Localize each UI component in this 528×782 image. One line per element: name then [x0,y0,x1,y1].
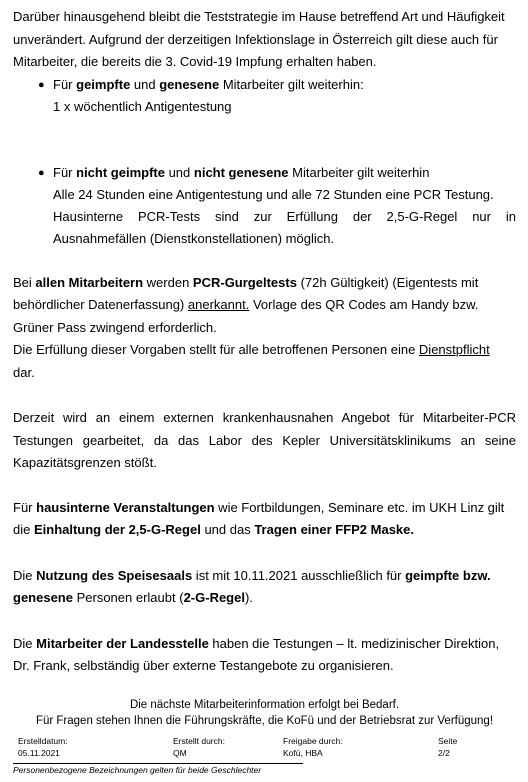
bullet-dot-icon: ● [38,166,45,179]
underlined-text: Dienstpflicht [418,342,490,357]
bold-text: allen Mitarbeitern [35,274,144,290]
bold-text: Mitarbeiter der Landesstelle [36,635,209,651]
bold-text: genesene [13,590,73,605]
text-run: Für [53,164,77,180]
text-run: ). [244,590,253,605]
bold-text: nicht geimpfte [76,164,165,180]
text-run: und das [200,522,255,537]
meta-label-created-by: Erstellt durch: [173,735,225,746]
text-run: (72h Gültigkeit) (Eigentests mit [296,274,479,290]
closing-note [13,697,516,729]
meta-value-page: 2/2 [438,747,450,758]
closing-line: Die nächste Mitarbeiterinformation erfolgt bei Bedarf. [129,698,400,711]
text-run: Für [13,499,37,515]
text-run: behördlicher Datenerfassung) [13,297,188,312]
text-run: Die [13,635,37,651]
bold-text: hausinterne Veranstaltungen [36,499,215,515]
bullet-list [13,74,516,250]
events-paragraph [13,497,516,542]
intro-paragraph [13,6,516,74]
text-run: Die [13,567,37,583]
text-line: Dr. Frank, selbständig über externe Testangebote zu organisieren. [13,658,394,673]
bullet-detail: Ausnahmefällen (Dienstkonstellationen) möglich. [53,230,335,246]
intro-line: Darüber hinausgehend bleibt die Teststrategie im Hause betreffend Art und Häufigkeit [13,9,505,24]
text-run: die [13,522,34,537]
text-run: Personen erlaubt ( [72,590,184,605]
bullet-detail: Alle 24 Stunden eine Antigentestung und alle 72 Stunden eine PCR Testung. [53,186,494,202]
bold-text: genesene [159,76,220,92]
bold-text: Nutzung des Speisesaals [36,567,193,583]
bullet-item-unvaccinated [13,162,516,250]
text-line: dar. [13,364,35,380]
text-run: wie Fortbildungen, Seminare etc. im UKH Linz gilt [214,499,505,515]
bullet-detail: Hausinterne PCR-Tests sind zur Erfüllung der 2,5-G-Regel nur in [53,208,516,224]
text-run: und [164,164,194,180]
text-line: Kapazitätsgrenzen stößt. [13,455,157,470]
bullet-dot-icon: ● [38,78,45,91]
text-run: Mitarbeiter gilt weiterhin: [219,76,364,92]
bold-text: geimpfte [76,76,131,92]
underlined-text: anerkannt. [187,297,250,312]
text-run: Mitarbeiter gilt weiterhin [288,164,430,180]
text-line: Grüner Pass zwingend erforderlich. [13,319,217,335]
text-run: werden [143,274,193,290]
meta-label-created-date: Erstelldatum: [18,735,68,746]
document-meta [13,735,516,759]
bold-text: PCR-Gurgeltests [192,274,297,290]
closing-line: Für Fragen stehen Ihnen die Führungskräfte, die KoFü und der Betriebsrat zur Verfügung! [35,714,494,727]
text-run: haben die Testungen – lt. medizinischer Direktion, [208,635,500,651]
text-run: Vorlage des QR Codes am Handy bzw. [249,297,479,312]
text-line: Testungen gearbeitet, da das Labor des Kepler Universitätsklinikums an seine [13,432,516,448]
text-run: und [130,76,160,92]
bold-text: Tragen einer FFP2 Maske. [254,522,415,537]
meta-value-created-by: QM [173,747,187,758]
meta-value-approved-by: Kofü, HBA [283,747,323,758]
bold-text: 2-G-Regel [183,590,245,605]
canteen-paragraph [13,565,516,610]
pcr-paragraph [13,272,516,385]
text-run: Bei [13,274,36,290]
text-run: ist mit 10.11.2021 ausschließlich für [192,567,406,583]
bold-text: Einhaltung der 2,5-G-Regel [33,522,201,537]
landesstelle-paragraph [13,633,516,678]
external-paragraph [13,407,516,475]
meta-value-created-date: 05.11.2021 [18,747,60,758]
text-run: Die Erfüllung dieser Vorgaben stellt für alle betroffenen Personen eine [13,342,419,357]
bold-text: nicht genesene [193,164,289,180]
text-run: Für [53,76,77,92]
intro-line: unverändert. Aufgrund der derzeitigen Infektionslage in Österreich gilt diese auch für [13,31,498,47]
text-line: Derzeit wird an einem externen krankenhausnahen Angebot für Mitarbeiter-PCR [13,410,516,425]
bullet-item-vaccinated [13,74,516,118]
gender-footnote: Personenbezogene Bezeichnungen gelten für beide Geschlechter [13,763,303,776]
intro-line: Mitarbeiter, die bereits die 3. Covid-19 Impfung erhalten haben. [13,54,377,69]
bullet-detail: 1 x wöchentlich Antigentestung [53,98,232,114]
meta-label-approved-by: Freigabe durch: [283,735,343,746]
bold-text: geimpfte bzw. [405,567,491,583]
meta-label-page: Seite [438,735,458,746]
